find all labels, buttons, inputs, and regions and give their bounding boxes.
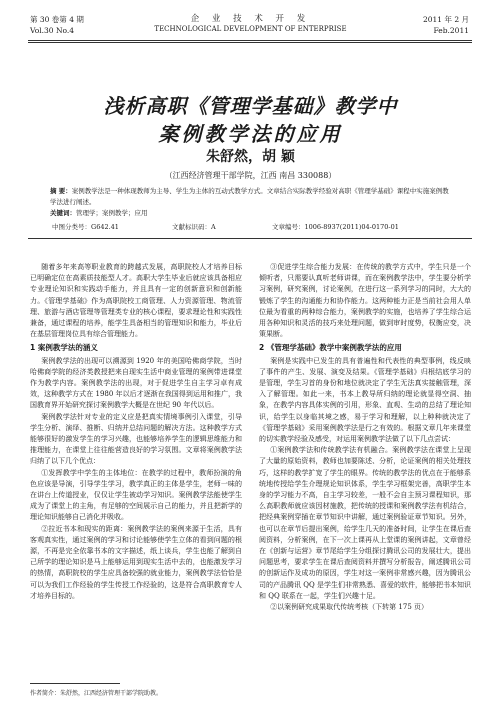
section-2-heading: 2 《管理学基础》教学中案例教学法的应用 (259, 343, 402, 353)
header-rule (28, 40, 472, 41)
paragraph: ③促进学生综合能力发展：在传统的教学方式中，学生只是一个倾听者，只需要认真听老师讲课，而在案例教学法中，学生要分析学习案例，研究案例，讨论案例，在进行这一系列学习的同时，大大的锻炼了学生的沟通能力和协作能力。这两种能力正是当前社会用人单位最为看重的两种综合能力，案例教学的实施，也培养了学生综合运用各种知识和灵活的技巧来处理问题，做到审时度势，权衡应变，决策果断。 (259, 263, 471, 339)
journal-name-cn: 企 业 技 术 开 发 (190, 14, 311, 24)
keywords-label: 关键词： (50, 209, 76, 217)
continued-note: （下转第 175 页） (368, 603, 428, 612)
abstract (50, 186, 455, 219)
last-paragraph: ②以案例研究成果取代传统考核 (270, 603, 369, 612)
right-column (259, 262, 471, 702)
section-1-heading: 1 案例教学法的涵义 (30, 343, 98, 353)
journal-name-en: TECHNOLOGICAL DEVELOPMENT OF ENTERPRISE (154, 25, 347, 33)
paragraph: ①案例教学法和传统教学法有机融合。案例教学法在课堂上呈现了大量的原始资料，教师也加要陈述、分析，论证案例的相关处理技巧，这样的教学扩宽了学生的眼界。传统的教学法的优点在于能够系统地传授给学生介理规论知识体系，学生学习框架完善，高职学生本身的学习能力不高，自主学习较差，一般不会自主预习课程知识，那么高职教师就应该因材施教，把传统的授课和案例教学法有机结合，把经典案例穿插在章节知识中讲解，通过案例验证章节知识。另外，也可以在章节后提出案例，给学生几天的准备时间，让学生在课后查阅资料，分析案例，在下一次上课再从上堂课的案例讲起，文章曾经在《创新与运营》章节尾给学生分组探讨腾讯公司的发展壮大，提出问题思考，要求学生在课后查阅资料并撰写分析报告，阐述腾讯公司的创新运作及成功的原因，学生对这一案例非常感兴趣，因为腾讯公司的产品腾讯 QQ 是学生们非常熟悉、喜爱的软件，能够把书本知识和 QQ 联系在一起，学生们兴趣十足。 (259, 446, 471, 600)
left-column (30, 262, 242, 702)
keywords-text: 管理学；案例教学；应用 (76, 209, 148, 217)
title-line-2: 案例教学法的应用 (158, 122, 343, 146)
intro-paragraph: 随着多年来高等职业教育的跨越式发展，高职院校人才培养目标已明确定位在高素质技能型人才。高职大学生毕业后就应该具备相应专业理论知识和实践动手能力，并且具有一定的创新意识和创新能力。《管理学基础》作为高职院校工商管理、人力资源管理、物流管理、旅游与酒店管理等管理类专业的核心课程，要求理论性和实践性兼备，通过课程的培养，能学生具备相当的管理知识和能力，毕业后在基层管理岗位具有综合管理能力。 (30, 263, 242, 339)
document-code: 文献标识码：A (172, 223, 216, 231)
date-cn: 2011 年 2 月 (422, 15, 469, 24)
footnote-rule (30, 683, 120, 684)
affiliation: （江西经济管理干部学院，江西 南昌 330088） (164, 171, 337, 180)
abstract-label: 摘 要： (50, 187, 72, 195)
paragraph: ①发挥教学中学生的主体地位：在教学的过程中，教师扮演的角色应该是导演，引导学生学习，教学真正的主体是学生，老师一味的在讲台上传道授业，仅仅让学生被动学习知识。案例教学法能使学生成为了课堂上的主角，有足够的空间展示自己的能力，并且把新学的理论知识能够自己消化并吸收。 (30, 468, 242, 522)
abstract-text: 案例教学法是一种体现教师为主导、学生为主体的互动式教学方式。文章结合实际教学经验对高职《管理学基础》课程中实施案例教学法进行阐述。 (50, 187, 449, 206)
clc-number: 中图分类号：G642.41 (52, 223, 119, 231)
paragraph: 案例是实践中已发生的具有普遍性和代表性的典型事例，线反映了事件的产生、发展、演变及结果。《管理学基础》归根结底学习的是管理，学生习首的身份和地位就决定了学生无法真实接触管理，深入了解管理。如此一来，书本上教导所归纳的理论就显得空洞、抽象，在教学内容具体实例的引用，形象、直观、生动的总结了理论知识，给学生以身临其境之感，易于学习和理解，以上种种就决定了《管理学基础》采用案例教学法是行之有效的。根据文章几年来课堂的切实教学经验及感受，对运用案例教学法做了以下几点尝试： (259, 356, 471, 444)
issue-label: 第 30 卷第 4 期 (30, 15, 84, 24)
article-number: 文章编号：1006-8937(2011)04-0170-01 (272, 223, 399, 231)
date-en: Feb.2011 (433, 26, 469, 35)
authors: 朱舒然，胡 颖 (206, 149, 295, 165)
paragraph: 案例教学法针对专业的定义应是把真实情境事例引入课堂，引导学生分析、演绎、推断、归纳并总结问题的解决方法。这种教学方式能够很好的激发学生的学习兴趣，也能够培养学生的逻辑思维能力和推理能力，在课堂上往往能营造良好的学习氛围。文章将案例教学法归纳了以下几个优点： (30, 412, 242, 466)
paragraph: 案例教学法的出现可以溯源到 1920 年的美国哈佛商学院，当时哈佛商学院的经济类教授把来自现实生活中商业管理的案例带进课堂作为教学内容。案例教学法的出现，对于促进学生自主学习卓有成效，这种教学方式在 1980 年以后才逐渐在我国得到运用和推广，我国教育界开始研究探讨案例教学大概是在世纪 90 年代以后。 (30, 356, 242, 410)
volume-label: Vol.30 No.4 (30, 26, 75, 35)
header-rule-thin (28, 42, 472, 43)
title-line-1: 浅析高职《管理学基础》教学中 (103, 94, 398, 118)
author-footnote: 作者简介：朱舒然，江西经济管理干部学院助教。 (30, 690, 163, 697)
abstract-rule (28, 238, 472, 239)
paragraph (259, 602, 471, 613)
paragraph: ②拉近书本和现实的距离：案例教学法的案例来源于生活，具有客观真实性，通过案例的学习和讨论能够使学生立体的看到问题的根源，不再是完全依靠书本的文字描述，纸上谈兵，学生也能了解到自己所学的理论知识是马上能够运用到现实生活中去的，也能激发学习的热情，高职院校的学生应具备较强的就业能力，案例教学法恰恰是可以为我们工作经验的学生传授工作经验的，这是符合高职教育专人才培养目标的。 (30, 524, 242, 600)
